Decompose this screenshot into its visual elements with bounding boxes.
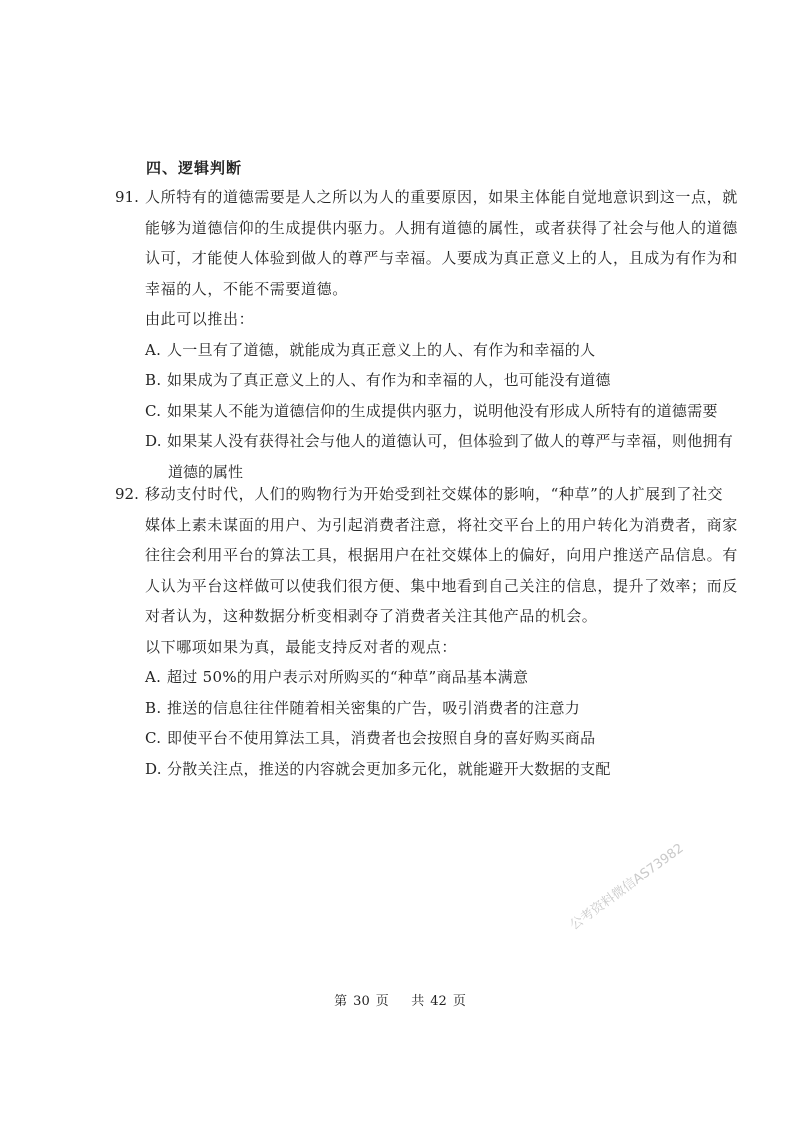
option-label: B. [145, 698, 162, 717]
option-a [145, 335, 595, 366]
question-number: 92. [115, 485, 139, 503]
footer-total-pages: 42 [430, 994, 447, 1009]
footer-total-prefix: 共 [411, 994, 425, 1009]
option-b [145, 693, 580, 724]
footer-page-unit: 页 [375, 994, 389, 1009]
question-text-line: 幸福的人，不能不需要道德。 [145, 279, 348, 298]
option-label: C. [145, 401, 162, 420]
question-text-line: 媒体上素未谋面的用户、为引起消费者注意，将社交平台上的用户转化为消费者，商家 [145, 515, 738, 534]
question-text-line: 认可，才能使人体验到做人的尊严与幸福。人要成为真正意义上的人，且成为有作为和 [145, 249, 738, 267]
question-prompt: 由此可以推出： [145, 310, 255, 328]
option-text: 即使平台不使用算法工具，消费者也会按照自身的喜好购买商品 [167, 729, 596, 747]
option-text: 推送的信息往往伴随着相关密集的广告，吸引消费者的注意力 [167, 698, 581, 717]
option-text: 分散关注点，推送的内容就会更加多元化，就能避开大数据的支配 [167, 759, 611, 778]
question-text-line: 人所特有的道德需要是人之所以为人的重要原因，如果主体能自觉地意识到这一点，就 [145, 188, 738, 206]
option-a [145, 662, 528, 693]
option-label: A. [145, 668, 162, 686]
option-d-continuation: 道德的属性 [168, 462, 244, 481]
question-prompt: 以下哪项如果为真，最能支持反对者的观点： [145, 637, 458, 656]
footer-page-number: 30 [353, 994, 370, 1009]
option-label: D. [145, 759, 162, 778]
question-text-line: 能够为道德信仰的生成提供内驱力。人拥有道德的属性，或者获得了社会与他人的道德 [145, 218, 738, 237]
option-d [145, 754, 611, 785]
option-text: 人一旦有了道德，就能成为真正意义上的人、有作为和幸福的人 [167, 340, 596, 359]
section-title: 四、逻辑判断 [146, 159, 243, 177]
option-label: A. [145, 340, 162, 359]
question-text-line: 对者认为，这种数据分析变相剥夺了消费者关注其他产品的机会。 [145, 607, 598, 625]
option-label: C. [145, 729, 162, 747]
option-label: D. [145, 432, 162, 450]
option-text: 如果成为了真正意义上的人、有作为和幸福的人，也可能没有道德 [167, 371, 611, 389]
footer-total-unit: 页 [452, 994, 466, 1009]
footer-prefix: 第 [334, 994, 348, 1009]
option-text: 如果某人没有获得社会与他人的道德认可，但体验到了做人的尊严与幸福，则他拥有 [167, 432, 734, 450]
option-c [145, 723, 595, 754]
option-text: 超过 50%的用户表示对所购买的“种草”商品基本满意 [167, 668, 529, 686]
option-c [145, 396, 718, 427]
question-text-line: 人认为平台这样做可以使我们很方便、集中地看到自己关注的信息，提升了效率；而反 [145, 576, 738, 595]
option-d [145, 426, 733, 457]
question-number: 91. [115, 188, 139, 206]
watermark: 公考资料微信AS73982 [567, 840, 687, 934]
option-text: 如果某人不能为道德信仰的生成提供内驱力，说明他没有形成人所特有的道德需要 [167, 401, 718, 420]
option-b [145, 365, 611, 396]
option-label: B. [145, 371, 162, 389]
page-footer [0, 990, 800, 1009]
question-text-line: 往往会利用平台的算法工具，根据用户在社交媒体上的偏好，向用户推送产品信息。有 [145, 546, 738, 564]
question-text-line: 移动支付时代，人们的购物行为开始受到社交媒体的影响，“种草”的人扩展到了社交 [145, 485, 724, 503]
